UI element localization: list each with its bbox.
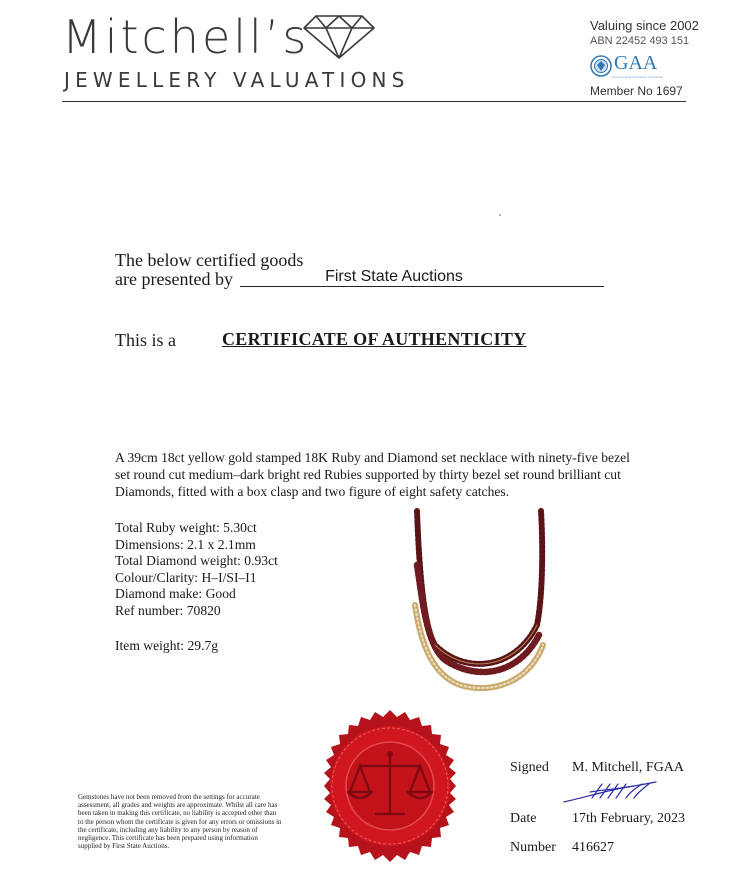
presented-line-2: are presented by [115,269,233,289]
gaa-wordmark: GAA [614,52,658,74]
wax-seal-icon [312,708,468,864]
header-divider [62,101,686,102]
date-label: Date [510,811,537,826]
signed-value: M. Mitchell, FGAA [572,760,684,775]
spec-diamond-make: Diamond make: Good [115,586,236,601]
gaa-emblem-icon [590,55,612,77]
spec-list [115,520,278,619]
item-weight: Item weight: 29.7g [115,638,219,653]
brand-subtitle: JEWELLERY VALUATIONS [64,68,410,92]
member-number: Member No 1697 [590,84,683,98]
number-label: Number [510,840,556,855]
certificate-prefix: This is a [115,330,176,350]
signed-label: Signed [510,760,549,775]
abn-number: ABN 22452 493 151 [590,35,690,47]
presented-line-1: The below certified goods [115,250,304,270]
presenter-name: First State Auctions [325,268,463,285]
spec-ref-number: Ref number: 70820 [115,602,221,618]
brand-name: Mitchell’s [62,10,310,64]
date-value: 17th February, 2023 [572,811,686,826]
certificate-number: 416627 [572,840,614,855]
speck [499,214,501,216]
spec-dimensions: Dimensions: 2.1 x 2.1mm [115,536,256,552]
gaa-tagline: Gemmological Association of Australia [612,75,663,79]
presenter-underline [240,286,604,287]
disclaimer-text: Gemstones have not been removed from the settings for accurate assessment, all grades and weights are approximate. Whilst all care has been taken in making this certificate, no liability is accepted other than to the person whom the certificate is given for any errors or omissions in the certificate, including any liability to any person by reason of negligence. This certificate has been prepared using information supplied by First State Auctions. [78,793,282,851]
valuing-since: Valuing since 2002 [590,18,699,33]
signature-icon [562,778,658,806]
spec-ruby-weight: Total Ruby weight: 5.30ct [115,520,257,535]
diamond-icon [302,12,376,60]
spec-diamond-weight: Total Diamond weight: 0.93ct [115,553,278,568]
item-description: A 39cm 18ct yellow gold stamped 18K Ruby and Diamond set necklace with ninety-five bezel set round cut medium–dark bright red Rubies supported by thirty bezel set round brilliant cut Diamonds, fitted with a box clasp and two figure of eight safety catches. [115,450,630,499]
certificate-title: CERTIFICATE OF AUTHENTICITY [222,329,527,349]
spec-colour-clarity: Colour/Clarity: H–I/SI–I1 [115,569,257,585]
necklace-photo [405,505,570,700]
